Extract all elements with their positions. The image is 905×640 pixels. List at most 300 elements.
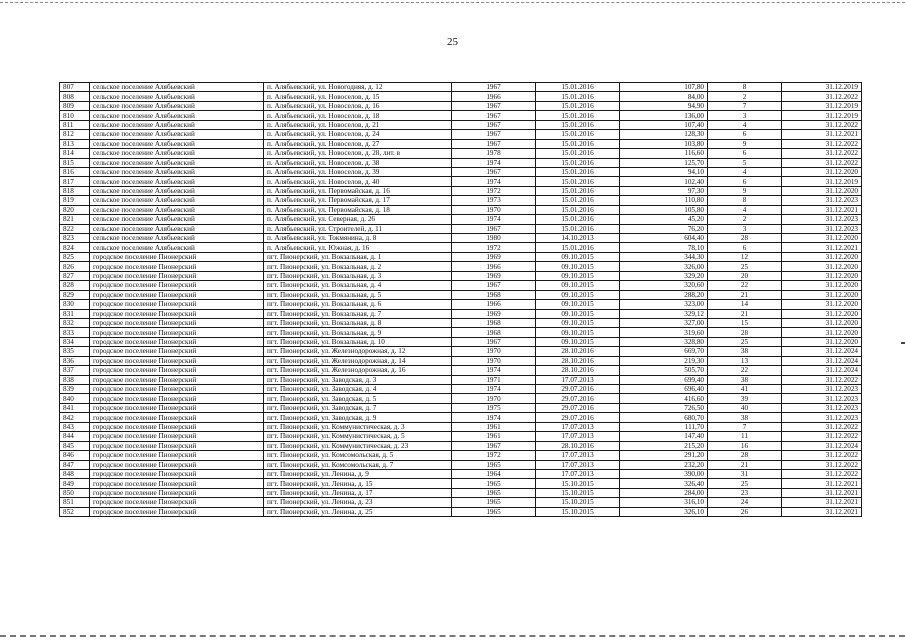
cell-area: 116,60: [620, 149, 708, 158]
cell-row-number: 828: [60, 281, 90, 290]
cell-deadline: 31.12.2021: [782, 243, 862, 252]
cell-area: 215,20: [620, 441, 708, 450]
cell-area: 316,10: [620, 498, 708, 507]
table-row: [60, 205, 862, 214]
cell-count: 5: [708, 158, 782, 167]
cell-address: пгт. Пионерский, ул. Железнодорожная, д. 12: [264, 347, 452, 356]
cell-settlement: городское поселение Пионерский: [90, 290, 264, 299]
cell-address: п. Алябьевский, ул. Первомайская, д. 18: [264, 205, 452, 214]
cell-deadline: 31.12.2023: [782, 403, 862, 412]
cell-address: пгт. Пионерский, ул. Ленина, д. 15: [264, 479, 452, 488]
cell-inspection-date: 15.01.2016: [536, 167, 620, 176]
cell-settlement: сельское поселение Алябьевский: [90, 158, 264, 167]
cell-row-number: 807: [60, 83, 90, 92]
cell-build-year: 1970: [452, 347, 536, 356]
cell-deadline: 31.12.2022: [782, 120, 862, 129]
cell-deadline: 31.12.2020: [782, 309, 862, 318]
cell-area: 107,80: [620, 83, 708, 92]
cell-settlement: сельское поселение Алябьевский: [90, 177, 264, 186]
cell-row-number: 849: [60, 479, 90, 488]
table-row: [60, 83, 862, 92]
cell-inspection-date: 09.10.2015: [536, 262, 620, 271]
cell-address: п. Алябьевский, ул. Строителей, д. 11: [264, 224, 452, 233]
cell-deadline: 31.12.2023: [782, 215, 862, 224]
cell-address: п. Алябьевский, ул. Новоселов, д. 38: [264, 158, 452, 167]
cell-area: 110,80: [620, 196, 708, 205]
cell-address: пгт. Пионерский, ул. Коммунистическая, д. 23: [264, 441, 452, 450]
cell-settlement: сельское поселение Алябьевский: [90, 186, 264, 195]
cell-inspection-date: 15.01.2016: [536, 92, 620, 101]
table-row: [60, 356, 862, 365]
cell-deadline: 31.12.2020: [782, 167, 862, 176]
cell-area: 726,50: [620, 403, 708, 412]
cell-deadline: 31.12.2020: [782, 290, 862, 299]
cell-build-year: 1967: [452, 111, 536, 120]
cell-build-year: 1974: [452, 366, 536, 375]
cell-count: 6: [708, 243, 782, 252]
cell-settlement: сельское поселение Алябьевский: [90, 120, 264, 129]
cell-build-year: 1967: [452, 139, 536, 148]
cell-area: 125,70: [620, 158, 708, 167]
cell-build-year: 1969: [452, 309, 536, 318]
cell-row-number: 818: [60, 186, 90, 195]
cell-deadline: 31.12.2020: [782, 328, 862, 337]
cell-count: 3: [708, 224, 782, 233]
cell-area: 128,30: [620, 130, 708, 139]
cell-settlement: городское поселение Пионерский: [90, 300, 264, 309]
cell-address: пгт. Пионерский, ул. Коммунистическая, д. 3: [264, 422, 452, 431]
cell-settlement: городское поселение Пионерский: [90, 479, 264, 488]
cell-row-number: 819: [60, 196, 90, 205]
cell-build-year: 1969: [452, 252, 536, 261]
cell-settlement: городское поселение Пионерский: [90, 337, 264, 346]
cell-inspection-date: 15.10.2015: [536, 498, 620, 507]
cell-row-number: 808: [60, 92, 90, 101]
cell-area: 328,80: [620, 337, 708, 346]
cell-build-year: 1974: [452, 215, 536, 224]
cell-area: 94,90: [620, 101, 708, 110]
cell-build-year: 1968: [452, 290, 536, 299]
table-row: [60, 394, 862, 403]
cell-deadline: 31.12.2024: [782, 366, 862, 375]
cell-area: 323,00: [620, 300, 708, 309]
cell-count: 4: [708, 167, 782, 176]
table-row: [60, 290, 862, 299]
cell-build-year: 1965: [452, 479, 536, 488]
table-row: [60, 262, 862, 271]
table-row: [60, 375, 862, 384]
table-row: [60, 252, 862, 261]
cell-inspection-date: 17.07.2013: [536, 375, 620, 384]
cell-deadline: 31.12.2022: [782, 158, 862, 167]
cell-build-year: 1974: [452, 385, 536, 394]
cell-count: 28: [708, 451, 782, 460]
cell-build-year: 1967: [452, 281, 536, 290]
cell-row-number: 830: [60, 300, 90, 309]
cell-area: 94,10: [620, 167, 708, 176]
cell-row-number: 822: [60, 224, 90, 233]
cell-area: 326,40: [620, 479, 708, 488]
cell-build-year: 1961: [452, 432, 536, 441]
cell-settlement: городское поселение Пионерский: [90, 451, 264, 460]
cell-build-year: 1968: [452, 328, 536, 337]
cell-deadline: 31.12.2023: [782, 224, 862, 233]
cell-row-number: 831: [60, 309, 90, 318]
cell-settlement: городское поселение Пионерский: [90, 441, 264, 450]
cell-address: пгт. Пионерский, ул. Ленина, д. 9: [264, 469, 452, 478]
cell-build-year: 1967: [452, 83, 536, 92]
cell-address: п. Алябьевский, ул. Южная, д. 16: [264, 243, 452, 252]
cell-build-year: 1965: [452, 507, 536, 516]
cell-inspection-date: 09.10.2015: [536, 300, 620, 309]
cell-build-year: 1972: [452, 451, 536, 460]
cell-row-number: 815: [60, 158, 90, 167]
cell-inspection-date: 15.10.2015: [536, 507, 620, 516]
cell-build-year: 1967: [452, 167, 536, 176]
table-row: [60, 224, 862, 233]
table-row: [60, 281, 862, 290]
cell-address: п. Алябьевский, ул. Первомайская, д. 16: [264, 186, 452, 195]
cell-settlement: сельское поселение Алябьевский: [90, 149, 264, 158]
cell-build-year: 1967: [452, 441, 536, 450]
cell-deadline: 31.12.2021: [782, 479, 862, 488]
cell-address: п. Алябьевский, ул. Новоселов, д. 18: [264, 111, 452, 120]
cell-build-year: 1974: [452, 177, 536, 186]
cell-row-number: 837: [60, 366, 90, 375]
cell-inspection-date: 15.01.2016: [536, 177, 620, 186]
cell-count: 38: [708, 347, 782, 356]
cell-address: п. Алябьевский, ул. Первомайская, д. 17: [264, 196, 452, 205]
cell-deadline: 31.12.2022: [782, 149, 862, 158]
table-row: [60, 177, 862, 186]
cell-address: п. Алябьевский, ул. Новогодняя, д. 12: [264, 83, 452, 92]
cell-build-year: 1970: [452, 356, 536, 365]
cell-settlement: городское поселение Пионерский: [90, 252, 264, 261]
cell-count: 40: [708, 403, 782, 412]
cell-row-number: 842: [60, 413, 90, 422]
table-row: [60, 413, 862, 422]
cell-deadline: 31.12.2021: [782, 488, 862, 497]
cell-deadline: 31.12.2020: [782, 300, 862, 309]
table-row: [60, 149, 862, 158]
cell-inspection-date: 09.10.2015: [536, 271, 620, 280]
table-row: [60, 111, 862, 120]
table-row: [60, 366, 862, 375]
cell-count: 6: [708, 130, 782, 139]
cell-settlement: сельское поселение Алябьевский: [90, 139, 264, 148]
cell-address: п. Алябьевский, ул. Новоселов, д. 24: [264, 130, 452, 139]
cell-row-number: 845: [60, 441, 90, 450]
cell-count: 31: [708, 469, 782, 478]
cell-settlement: городское поселение Пионерский: [90, 366, 264, 375]
cell-count: 9: [708, 139, 782, 148]
table-row: [60, 271, 862, 280]
cell-row-number: 811: [60, 120, 90, 129]
cell-deadline: 31.12.2024: [782, 441, 862, 450]
cell-deadline: 31.12.2020: [782, 318, 862, 327]
cell-inspection-date: 15.01.2016: [536, 205, 620, 214]
cell-deadline: 31.12.2021: [782, 130, 862, 139]
cell-address: п. Алябьевский, ул. Новоселов, д. 28, лит. в: [264, 149, 452, 158]
table-row: [60, 479, 862, 488]
cell-inspection-date: 15.01.2016: [536, 149, 620, 158]
cell-settlement: городское поселение Пионерский: [90, 498, 264, 507]
cell-settlement: городское поселение Пионерский: [90, 403, 264, 412]
table-row: [60, 451, 862, 460]
cell-count: 26: [708, 507, 782, 516]
table-row: [60, 309, 862, 318]
cell-inspection-date: 15.01.2016: [536, 186, 620, 195]
cell-inspection-date: 15.01.2016: [536, 120, 620, 129]
cell-inspection-date: 15.01.2016: [536, 243, 620, 252]
cell-inspection-date: 29.07.2016: [536, 413, 620, 422]
cell-deadline: 31.12.2023: [782, 394, 862, 403]
cell-row-number: 810: [60, 111, 90, 120]
cell-inspection-date: 15.10.2015: [536, 488, 620, 497]
cell-settlement: городское поселение Пионерский: [90, 422, 264, 431]
cell-count: 25: [708, 337, 782, 346]
cell-inspection-date: 29.07.2016: [536, 403, 620, 412]
cell-address: пгт. Пионерский, ул. Заводская, д. 5: [264, 394, 452, 403]
cell-area: 505,70: [620, 366, 708, 375]
cell-deadline: 31.12.2019: [782, 177, 862, 186]
cell-address: пгт. Пионерский, ул. Вокзальная, д. 6: [264, 300, 452, 309]
cell-area: 284,00: [620, 488, 708, 497]
table-row: [60, 243, 862, 252]
cell-inspection-date: 17.07.2013: [536, 469, 620, 478]
cell-inspection-date: 15.01.2016: [536, 111, 620, 120]
cell-count: 28: [708, 234, 782, 243]
cell-area: 699,40: [620, 375, 708, 384]
cell-count: 6: [708, 149, 782, 158]
cell-inspection-date: 09.10.2015: [536, 328, 620, 337]
table-row: [60, 432, 862, 441]
cell-inspection-date: 29.07.2016: [536, 385, 620, 394]
table-row: [60, 186, 862, 195]
cell-row-number: 833: [60, 328, 90, 337]
cell-settlement: сельское поселение Алябьевский: [90, 205, 264, 214]
cell-row-number: 832: [60, 318, 90, 327]
cell-address: пгт. Пионерский, ул. Вокзальная, д. 7: [264, 309, 452, 318]
cell-build-year: 1967: [452, 120, 536, 129]
cell-settlement: городское поселение Пионерский: [90, 281, 264, 290]
cell-inspection-date: 15.01.2016: [536, 101, 620, 110]
cell-build-year: 1969: [452, 271, 536, 280]
cell-count: 25: [708, 262, 782, 271]
table-row: [60, 347, 862, 356]
cell-area: 105,80: [620, 205, 708, 214]
table-row: [60, 403, 862, 412]
cell-address: п. Алябьевский, ул. Новоселов, д. 15: [264, 92, 452, 101]
cell-row-number: 852: [60, 507, 90, 516]
cell-count: 3: [708, 111, 782, 120]
cell-area: 291,20: [620, 451, 708, 460]
cell-settlement: городское поселение Пионерский: [90, 328, 264, 337]
cell-settlement: городское поселение Пионерский: [90, 375, 264, 384]
cell-area: 102,40: [620, 177, 708, 186]
cell-settlement: городское поселение Пионерский: [90, 271, 264, 280]
cell-area: 669,70: [620, 347, 708, 356]
cell-row-number: 812: [60, 130, 90, 139]
cell-area: 45,20: [620, 215, 708, 224]
cell-settlement: городское поселение Пионерский: [90, 309, 264, 318]
cell-address: п. Алябьевский, ул. Северная, д. 26: [264, 215, 452, 224]
cell-address: пгт. Пионерский, ул. Вокзальная, д. 2: [264, 262, 452, 271]
cell-count: 4: [708, 120, 782, 129]
cell-inspection-date: 29.07.2016: [536, 394, 620, 403]
cell-area: 76,20: [620, 224, 708, 233]
cell-deadline: 31.12.2022: [782, 460, 862, 469]
cell-address: пгт. Пионерский, ул. Вокзальная, д. 1: [264, 252, 452, 261]
table-row: [60, 120, 862, 129]
table-row: [60, 441, 862, 450]
scan-edge-bottom: [0, 635, 905, 639]
cell-deadline: 31.12.2022: [782, 92, 862, 101]
cell-build-year: 1966: [452, 92, 536, 101]
cell-build-year: 1974: [452, 158, 536, 167]
cell-count: 23: [708, 488, 782, 497]
cell-settlement: городское поселение Пионерский: [90, 318, 264, 327]
cell-address: пгт. Пионерский, ул. Комсомольская, д. 7: [264, 460, 452, 469]
table-row: [60, 167, 862, 176]
cell-build-year: 1972: [452, 243, 536, 252]
table-row: [60, 385, 862, 394]
cell-address: п. Алябьевский, ул. Токмянина, д. 8: [264, 234, 452, 243]
table-row: [60, 507, 862, 516]
cell-area: 680,70: [620, 413, 708, 422]
cell-inspection-date: 28.10.2016: [536, 356, 620, 365]
cell-settlement: сельское поселение Алябьевский: [90, 243, 264, 252]
cell-inspection-date: 17.07.2013: [536, 451, 620, 460]
cell-build-year: 1967: [452, 101, 536, 110]
cell-row-number: 824: [60, 243, 90, 252]
cell-settlement: городское поселение Пионерский: [90, 460, 264, 469]
cell-inspection-date: 09.10.2015: [536, 290, 620, 299]
cell-settlement: сельское поселение Алябьевский: [90, 234, 264, 243]
cell-count: 2: [708, 92, 782, 101]
cell-address: пгт. Пионерский, ул. Вокзальная, д. 5: [264, 290, 452, 299]
cell-count: 21: [708, 290, 782, 299]
cell-settlement: сельское поселение Алябьевский: [90, 215, 264, 224]
margin-mark: [901, 342, 905, 344]
cell-deadline: 31.12.2021: [782, 498, 862, 507]
cell-area: 147,40: [620, 432, 708, 441]
cell-count: 13: [708, 356, 782, 365]
cell-address: п. Алябьевский, ул. Новоселов, д. 27: [264, 139, 452, 148]
cell-address: пгт. Пионерский, ул. Вокзальная, д. 4: [264, 281, 452, 290]
table-row: [60, 300, 862, 309]
cell-build-year: 1975: [452, 403, 536, 412]
cell-deadline: 31.12.2019: [782, 101, 862, 110]
cell-address: п. Алябьевский, ул. Новоселов, д. 21: [264, 120, 452, 129]
cell-build-year: 1972: [452, 186, 536, 195]
cell-settlement: сельское поселение Алябьевский: [90, 196, 264, 205]
cell-build-year: 1968: [452, 318, 536, 327]
cell-area: 319,60: [620, 328, 708, 337]
cell-deadline: 31.12.2020: [782, 271, 862, 280]
cell-row-number: 814: [60, 149, 90, 158]
cell-row-number: 850: [60, 488, 90, 497]
cell-address: пгт. Пионерский, ул. Заводская, д. 7: [264, 403, 452, 412]
table-row: [60, 158, 862, 167]
cell-count: 2: [708, 215, 782, 224]
table-row: [60, 460, 862, 469]
cell-row-number: 848: [60, 469, 90, 478]
cell-build-year: 1980: [452, 234, 536, 243]
cell-inspection-date: 15.01.2016: [536, 130, 620, 139]
cell-deadline: 31.12.2024: [782, 347, 862, 356]
cell-deadline: 31.12.2023: [782, 196, 862, 205]
cell-count: 41: [708, 385, 782, 394]
table-row: [60, 328, 862, 337]
cell-row-number: 813: [60, 139, 90, 148]
cell-row-number: 839: [60, 385, 90, 394]
cell-build-year: 1961: [452, 422, 536, 431]
cell-deadline: 31.12.2024: [782, 356, 862, 365]
cell-settlement: сельское поселение Алябьевский: [90, 224, 264, 233]
cell-build-year: 1971: [452, 375, 536, 384]
cell-deadline: 31.12.2023: [782, 385, 862, 394]
cell-count: 11: [708, 432, 782, 441]
cell-count: 20: [708, 271, 782, 280]
cell-inspection-date: 15.01.2016: [536, 196, 620, 205]
cell-count: 25: [708, 479, 782, 488]
cell-build-year: 1973: [452, 196, 536, 205]
cell-settlement: сельское поселение Алябьевский: [90, 130, 264, 139]
cell-inspection-date: 15.10.2015: [536, 479, 620, 488]
cell-build-year: 1978: [452, 149, 536, 158]
cell-area: 107,40: [620, 120, 708, 129]
table-row: [60, 469, 862, 478]
cell-inspection-date: 17.07.2013: [536, 422, 620, 431]
cell-count: 38: [708, 375, 782, 384]
cell-count: 21: [708, 309, 782, 318]
cell-deadline: 31.12.2020: [782, 234, 862, 243]
cell-row-number: 847: [60, 460, 90, 469]
cell-address: пгт. Пионерский, ул. Ленина, д. 17: [264, 488, 452, 497]
cell-count: 7: [708, 101, 782, 110]
cell-deadline: 31.12.2021: [782, 205, 862, 214]
cell-row-number: 835: [60, 347, 90, 356]
cell-inspection-date: 15.01.2016: [536, 83, 620, 92]
housing-registry-table: [59, 82, 862, 517]
cell-address: пгт. Пионерский, ул. Коммунистическая, д. 5: [264, 432, 452, 441]
cell-address: п. Алябьевский, ул. Новоселов, д. 39: [264, 167, 452, 176]
cell-row-number: 825: [60, 252, 90, 261]
cell-count: 15: [708, 318, 782, 327]
cell-area: 136,00: [620, 111, 708, 120]
cell-address: пгт. Пионерский, ул. Заводская, д. 3: [264, 375, 452, 384]
cell-row-number: 841: [60, 403, 90, 412]
cell-area: 344,30: [620, 252, 708, 261]
cell-deadline: 31.12.2022: [782, 432, 862, 441]
cell-deadline: 31.12.2022: [782, 139, 862, 148]
cell-count: 39: [708, 394, 782, 403]
table-row: [60, 215, 862, 224]
cell-address: пгт. Пионерский, ул. Вокзальная, д. 10: [264, 337, 452, 346]
cell-inspection-date: 28.10.2016: [536, 366, 620, 375]
cell-area: 604,40: [620, 234, 708, 243]
cell-settlement: городское поселение Пионерский: [90, 488, 264, 497]
cell-build-year: 1965: [452, 488, 536, 497]
table-row: [60, 234, 862, 243]
cell-deadline: 31.12.2020: [782, 337, 862, 346]
cell-settlement: городское поселение Пионерский: [90, 385, 264, 394]
cell-count: 8: [708, 83, 782, 92]
cell-inspection-date: 17.07.2013: [536, 460, 620, 469]
page-number: 25: [447, 36, 458, 48]
cell-count: 16: [708, 441, 782, 450]
